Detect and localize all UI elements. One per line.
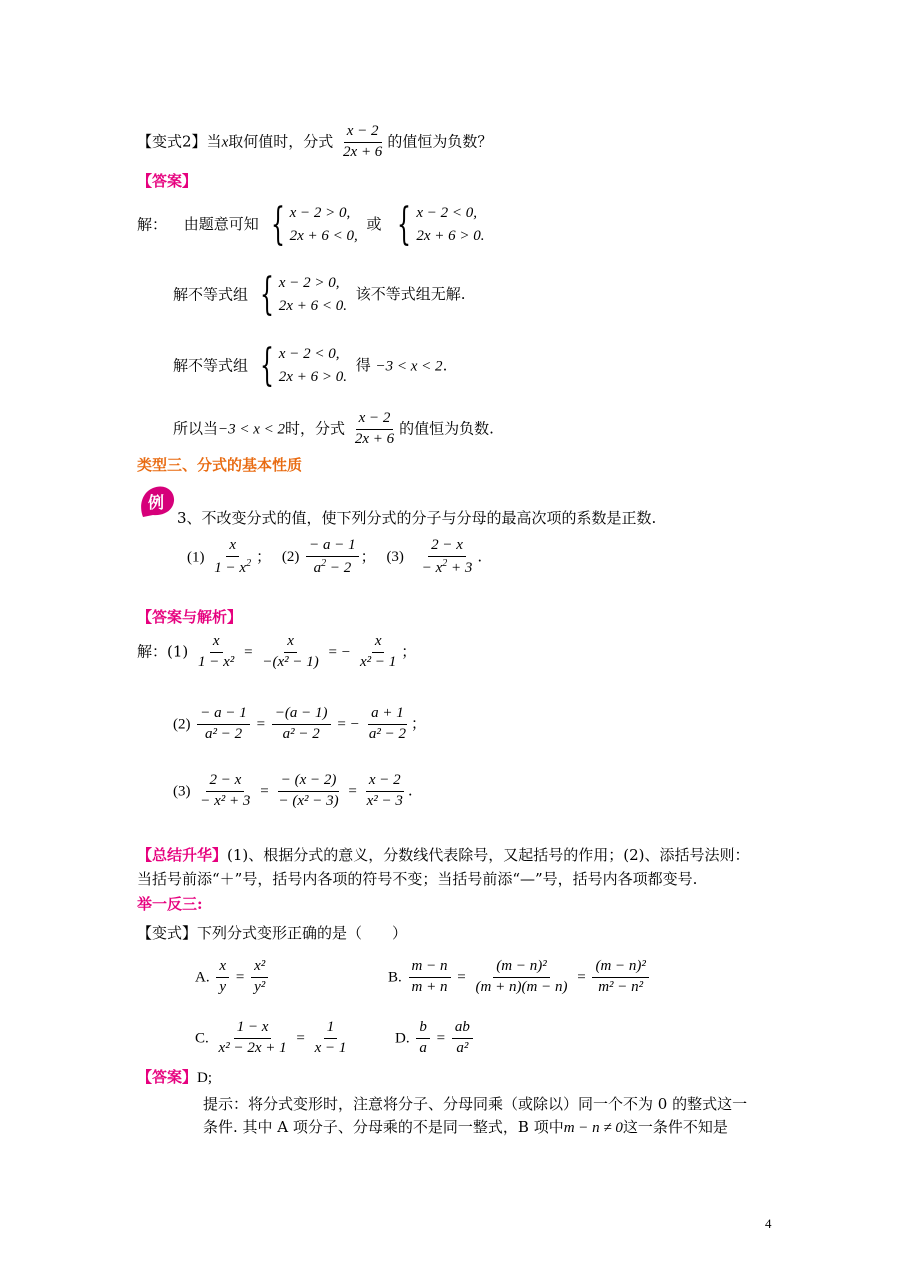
minus-sign: − <box>350 716 360 733</box>
system-1 <box>264 199 358 251</box>
system-2-row-1: x − 2 < 0, <box>416 205 477 221</box>
practice-title: 举一反三: <box>137 895 203 913</box>
ans3-l1-den-a: 1 − x² <box>198 653 235 670</box>
solve2-result: −3 < x < 2 <box>375 358 443 375</box>
ex3-sep1: ； <box>256 547 272 566</box>
solution-line-3 <box>173 340 448 392</box>
solve2-lead: 解不等式组 <box>173 356 249 375</box>
solution-conclusion <box>173 411 494 448</box>
sol-cond: 由题意可知 <box>183 215 259 234</box>
system-2 <box>390 199 485 251</box>
option-b-num-3: (m − n)² <box>592 959 648 978</box>
ans3-l1-num-b: x <box>284 634 297 653</box>
ans3-l2-den-a: a² − 2 <box>204 725 243 742</box>
ans3-l1-den-b: −(x² − 1) <box>262 653 319 670</box>
solve2-mid: 得 <box>355 356 371 375</box>
summary-line-2: 当括号前添“＋”号，括号内各项的符号不变；当括号前添“—”号，括号内各项都变号. <box>137 870 698 888</box>
ex3-f2-num: − a − 1 <box>306 538 359 557</box>
equals-sign: = <box>256 716 266 733</box>
system-3 <box>253 269 347 321</box>
system-1-row-1: x − 2 > 0, <box>289 205 351 221</box>
equals-sign: = <box>348 783 357 800</box>
example-badge-icon <box>137 483 177 523</box>
variant2-tail: 的值恒为负数？ <box>387 132 493 151</box>
hint-line-1: 提示：将分式变形时，注意将分子、分母同乘（或除以）同一个不为 0 的整式这一 <box>203 1095 748 1113</box>
ex3-p1: (1) <box>187 549 205 566</box>
ans3-l3-num-c: x − 2 <box>366 773 404 792</box>
concl-fraction <box>352 411 397 448</box>
option-a-num-1: x <box>216 959 229 978</box>
ans3-line-3 <box>173 773 413 810</box>
brace-icon: { <box>259 340 274 392</box>
solve1-lead: 解不等式组 <box>173 285 249 304</box>
ans3-line-2 <box>173 706 426 743</box>
concl-num: x − 2 <box>356 411 394 430</box>
variant2-line <box>137 124 492 161</box>
variant2-den: 2x + 6 <box>343 143 383 160</box>
ex3-f1-den: 1 − x <box>214 559 247 576</box>
option-d-num-2: ab <box>452 1020 473 1039</box>
ans3-l2-num-b: −(a − 1) <box>272 706 331 725</box>
ans3-l1-den-c: x² − 1 <box>360 653 397 670</box>
option-b-num-2: (m − n)² <box>493 959 549 978</box>
ans3-l1-num-a: x <box>210 634 223 653</box>
option-c-num-2: 1 <box>324 1020 338 1039</box>
sol-or: 或 <box>366 215 382 234</box>
system-4-row-2: 2x + 6 > 0. <box>278 369 347 386</box>
brace-icon: { <box>270 199 285 251</box>
option-a-label: A. <box>195 969 210 986</box>
hint-line-2-a: 条件. 其中 A 项分子、分母乘的不是同一整式，B 项中 <box>203 1118 564 1136</box>
summary-line-1 <box>137 848 750 863</box>
ans3-l2-num-a: − a − 1 <box>197 706 250 725</box>
summary-tag: 【总结升华】 <box>137 846 228 864</box>
ex3-f3: $\frac{2 - x}{- x^2 + 3}$ <box>421 537 473 576</box>
ex3-f3-num: 2 − x <box>428 538 466 557</box>
option-d <box>395 1020 475 1057</box>
system-3-row-1: x − 2 > 0, <box>278 275 340 291</box>
variant-line <box>137 926 407 941</box>
ans3-prefix: 解：(1) <box>137 642 189 661</box>
equals-sign: = <box>337 716 346 733</box>
variant2-mid: 取何值时，分式 <box>228 132 334 151</box>
variant2-var: x <box>221 134 229 151</box>
sol-prefix: 解： <box>137 215 168 234</box>
system-1-row-2: 2x + 6 < 0, <box>289 228 358 245</box>
system-2-row-2: 2x + 6 > 0. <box>416 228 485 245</box>
variant2-num: x − 2 <box>344 124 382 143</box>
ex3-p2: (2) <box>281 549 300 566</box>
variant2-lead: 当 <box>206 132 222 151</box>
hint-line-2-math: m − n ≠ 0 <box>563 1120 623 1136</box>
concl-mid: 时，分式 <box>285 419 346 438</box>
option-b-den-2: (m + n)(m − n) <box>475 978 568 995</box>
system-3-row-2: 2x + 6 < 0. <box>278 298 347 315</box>
summary-text-1: (1)、根据分式的意义，分数线代表除号，又起括号的作用；(2)、添括号法则： <box>227 846 750 864</box>
ans3-l3-den-b: − (x² − 3) <box>278 792 339 809</box>
variant2-fraction <box>340 124 385 161</box>
badge-char: 例 <box>147 493 165 512</box>
ex3-end: . <box>477 547 483 566</box>
period: . <box>407 781 413 800</box>
option-b-den-1: m + n <box>411 978 448 995</box>
option-a-den-1: y <box>219 978 227 995</box>
equals-sign: = <box>457 969 466 986</box>
option-b-num-1: m − n <box>409 959 451 978</box>
ans3-l3-den-a: − x² + 3 <box>200 792 251 809</box>
option-b-den-3: m² − n² <box>598 978 644 995</box>
concl-tail: 的值恒为负数. <box>399 419 494 438</box>
page-number: 4 <box>765 1216 772 1231</box>
semicolon: ； <box>401 642 417 661</box>
ex3-f3-den: − x <box>421 559 443 576</box>
solution-line-1 <box>137 199 485 251</box>
solve2-dot: . <box>442 356 448 375</box>
ex3-fractions <box>187 538 482 577</box>
final-answer <box>137 1070 212 1086</box>
final-answer-tag: 【答案】 <box>137 1068 198 1086</box>
option-d-den-1: a <box>419 1039 427 1056</box>
ex3-f2-den: a <box>313 559 322 576</box>
ex3-stem: 3、不改变分式的值，使下列分式的分子与分母的最高次项的系数是正数. <box>177 509 657 527</box>
option-c <box>195 1020 351 1057</box>
minus-sign: − <box>341 644 351 661</box>
hint-line-2 <box>203 1120 728 1136</box>
option-a-num-2: x² <box>251 959 268 978</box>
option-c-label: C. <box>195 1030 209 1047</box>
option-d-label: D. <box>395 1030 410 1047</box>
hint-line-2-b: 这一条件不知是 <box>622 1118 728 1136</box>
ans3-l3-num-b: − (x − 2) <box>278 773 340 792</box>
ex3-f2-den-tail: − 2 <box>326 559 352 576</box>
ans3-l2-den-b: a² − 2 <box>282 725 320 742</box>
section-title: 类型三、分式的基本性质 <box>137 456 303 474</box>
ex3-sep2: ； <box>360 547 376 566</box>
concl-lead: 所以当 <box>173 419 219 438</box>
option-a <box>195 959 270 996</box>
final-answer-value: D; <box>197 1070 213 1086</box>
ex3-p3: (3) <box>386 549 404 566</box>
ans3-l2-num-c: a + 1 <box>368 706 407 725</box>
ans3-p2: (2) <box>173 716 191 733</box>
option-b <box>388 959 651 996</box>
semicolon: ； <box>410 714 426 733</box>
answer-label: 【答案】 <box>137 172 198 190</box>
option-d-num-1: b <box>416 1020 430 1039</box>
variant-tag: 【变式】 <box>137 924 198 942</box>
solve1-tail: 该不等式组无解. <box>355 285 466 304</box>
ans3-p3: (3) <box>173 783 191 800</box>
equals-sign: = <box>296 1030 305 1047</box>
option-a-den-2: y² <box>254 978 266 995</box>
brace-icon: { <box>259 269 274 321</box>
ans3-l3-den-c: x² − 3 <box>366 792 403 809</box>
equals-sign: = <box>244 644 253 661</box>
ex3-f3-den-tail: + 3 <box>447 559 473 576</box>
system-4 <box>253 340 347 392</box>
variant2-tag: 【变式2】 <box>137 132 207 151</box>
equals-sign: = <box>577 969 586 986</box>
ex3-f1-num: x <box>226 538 239 557</box>
ans3-l1-num-c: x <box>372 634 385 653</box>
ans3-l2-den-c: a² − 2 <box>368 725 406 742</box>
equals-sign: = <box>328 644 337 661</box>
option-d-den-2: a² <box>456 1039 469 1056</box>
equals-sign: = <box>436 1030 446 1047</box>
option-c-den-2: x − 1 <box>314 1039 347 1056</box>
brace-icon: { <box>397 199 412 251</box>
ans3-l3-num-a: 2 − x <box>206 773 244 792</box>
answer-analysis-label: 【答案与解析】 <box>137 608 243 626</box>
ans3-line-1 <box>137 634 416 671</box>
ex3-f1: $\frac{x}{1 - x^2}$ <box>214 537 252 576</box>
option-b-label: B. <box>388 969 402 986</box>
variant-stem: 下列分式变形正确的是（ ） <box>197 924 408 942</box>
option-c-den-1: x² − 2x + 1 <box>218 1039 287 1056</box>
equals-sign: = <box>260 783 269 800</box>
solution-line-2 <box>173 269 466 321</box>
option-c-num-1: 1 − x <box>234 1020 272 1039</box>
equals-sign: = <box>235 969 245 986</box>
system-4-row-1: x − 2 < 0, <box>278 346 340 362</box>
ex3-f2: $\frac{- a - 1}{a^2 - 2}$ <box>306 538 359 577</box>
concl-den: 2x + 6 <box>354 430 395 447</box>
concl-range: −3 < x < 2 <box>218 421 286 438</box>
